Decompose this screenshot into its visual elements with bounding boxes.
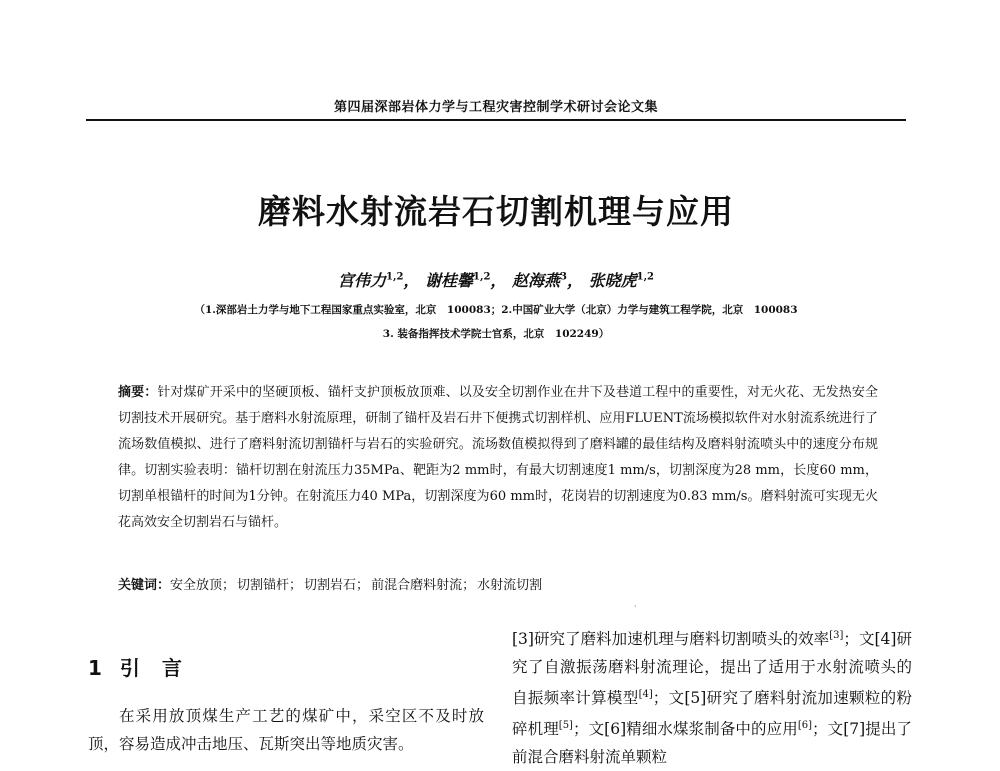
citation-tail: ； [843,630,859,649]
citation-ref: [3] [829,630,844,641]
scan-dot: · [634,602,637,611]
author-sep: ， [567,271,584,290]
keyword: 水射流切割 [477,578,543,593]
author-affil-sup: 3 [560,271,567,283]
header-rule [86,119,906,121]
citation-tail: ； [572,720,589,739]
abstract [118,380,878,536]
section-heading [88,652,204,681]
keyword: 前混合磨料射流； [371,578,476,593]
author-name: 谢桂馨 [425,271,474,290]
section-number: 1 [88,656,102,680]
citation-sentence: 文[4]研究了自激振荡磨料射流理论，提出了适用于水射流喷头的自振频率计算模型 [512,630,912,708]
running-header: 第四届深部岩体力学与工程灾害控制学术研讨会论文集 [333,100,658,115]
citation-ref: [4] [638,689,653,701]
author-sep: ， [490,271,507,290]
affiliation-line-1: （1.深部岩土力学与地下工程国家重点实验室，北京 100083；2.中国矿业大学（北京）力学与建筑工程学院，北京 100083 [194,304,798,316]
citation-sentence: 文[6]精细水煤浆制备中的应用 [588,720,798,739]
keywords [118,574,878,593]
keyword: 切割岩石； [304,578,370,593]
author-affil-sup: 1,2 [386,271,404,283]
citation-ref: [5] [558,720,573,732]
author-name: 宫伟力 [337,271,386,290]
affiliation-line-2: 3. 装备指挥技术学院士官系，北京 102249） [382,328,610,340]
keyword: 切割锚杆； [237,578,303,593]
author-affil-sup: 1,2 [473,271,491,283]
citation-tail: ； [652,689,669,708]
body-left-column: 在采用放顶煤生产工艺的煤矿中，采空区不及时放顶，容易造成冲击地压、瓦斯突出等地质灾害。 [88,707,484,753]
section-title: 引言 [119,656,204,680]
author-name: 赵海燕 [512,271,561,290]
keywords-label: 关键词： [118,578,171,593]
citation-sentence: 文[7]提出了前混合磨料射流单颗粒 [512,720,912,767]
paper-title: 磨料水射流岩石切割机理与应用 [258,192,734,231]
author-sep: ， [403,271,420,290]
citation-ref: [6] [797,720,812,732]
abstract-text: 针对煤矿开采中的坚硬顶板、锚杆支护顶板放顶难、以及安全切割作业在井下及巷道工程中的重要性，对无火花、无发热安全切割技术开展研究。基于磨料水射流原理，研制了锚杆及岩石井下便携式切割样机、应用FLUENT流场模拟软件对水射流系统进行了流场数值模拟、进行了磨料射流切割锚杆与岩石的实验研究。流场数值模拟得到了磨料罐的最佳结构及磨料射流喷头中的速度分布规律。切割实验表明：锚杆切割在射流压力35MPa、靶距为2 mm时，有最大切割速度1 mm/s，切割深度为28 mm，长度60 mm，切割单根锚杆的时间为1分钟。在射流压力40 MPa，切割深度为60 mm时，花岗岩的切割速度为0.83 mm/s。磨料射流可实现无火花高效安全切割岩石与锚杆。 [118,385,878,530]
citation-sentence: [3]研究了磨料加速机理与磨料切割喷头的效率 [512,630,830,649]
citation-tail: ； [812,720,828,739]
abstract-label: 摘要： [118,385,158,400]
body-right-column [512,622,912,771]
author-affil-sup: 1,2 [636,271,655,283]
author-list [86,268,906,291]
citation-sentence: 文[5]研究了磨料射流加速颗粒的粉碎机理 [512,689,912,739]
keyword: 安全放顶； [170,578,236,593]
author-name: 张晓虎 [588,271,637,290]
